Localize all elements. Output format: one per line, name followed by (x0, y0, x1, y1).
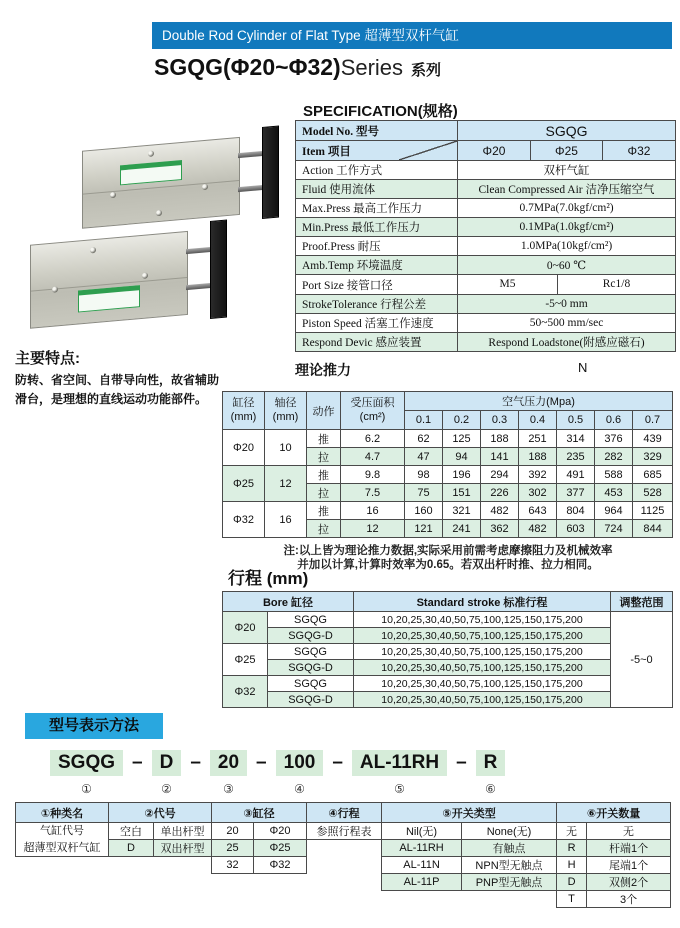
thrust-value: 121 (405, 520, 443, 538)
legend-code-desc: 双出杆型 (154, 840, 212, 857)
code-dash: – (456, 752, 467, 773)
code-segment-text: AL-11RH (352, 750, 447, 776)
code-segment-number: ⑥ (485, 782, 496, 796)
legend-header: ⑤开关类型 (382, 803, 557, 823)
title-series: Series (340, 55, 404, 80)
legend-qty: H (557, 857, 587, 874)
thrust-value: 362 (481, 520, 519, 538)
legend-empty (307, 840, 382, 857)
code-dash: – (132, 752, 143, 773)
thrust-value: 196 (443, 466, 481, 484)
pressure-tick: 0.6 (595, 411, 633, 430)
code-dash: – (332, 752, 343, 773)
col-action: 动作 (307, 392, 341, 430)
thrust-value: 125 (443, 430, 481, 448)
legend-empty (212, 874, 254, 891)
legend-header: ④行程 (307, 803, 382, 823)
stroke-model: SGQG-D (268, 660, 354, 676)
thrust-value: 302 (519, 484, 557, 502)
legend-qty-desc: 3个 (587, 891, 671, 908)
code-segment-text: SGQG (50, 750, 123, 776)
spec-row-value: 50~500 mm/sec (458, 314, 676, 333)
model-code-section-label: 型号表示方法 (25, 713, 163, 739)
col-pressure-group: 空气压力(Mpa) (405, 392, 673, 411)
code-segment-number: ① (81, 782, 92, 796)
thrust-heading: 理论推力 (295, 362, 351, 378)
rod-cell: 10 (265, 430, 307, 466)
thrust-value: 376 (595, 430, 633, 448)
thrust-value: 588 (595, 466, 633, 484)
stroke-values: 10,20,25,30,40,50,75,100,125,150,175,200 (354, 644, 611, 660)
action-cell: 拉 (307, 448, 341, 466)
stroke-col-standard: Standard stroke 标准行程 (354, 592, 611, 612)
spec-row-value: -5~0 mm (458, 295, 676, 314)
thrust-unit: N (578, 360, 588, 375)
code-segment (276, 750, 324, 796)
spec-row-label: Action 工作方式 (296, 161, 458, 180)
stroke-values: 10,20,25,30,40,50,75,100,125,150,175,200 (354, 612, 611, 628)
stroke-values: 10,20,25,30,40,50,75,100,125,150,175,200 (354, 692, 611, 708)
port-size-small: M5 (458, 275, 558, 294)
bore-cell: Φ25 (223, 466, 265, 502)
area-cell: 6.2 (341, 430, 405, 448)
rod-cell: 12 (265, 466, 307, 502)
legend-empty (307, 874, 382, 891)
legend-switch: AL-11RH (382, 840, 462, 857)
legend-bore: 25 (212, 840, 254, 857)
action-cell: 推 (307, 430, 341, 448)
action-cell: 推 (307, 466, 341, 484)
stroke-values: 10,20,25,30,40,50,75,100,125,150,175,200 (354, 676, 611, 692)
thrust-value: 1125 (633, 502, 673, 520)
bore-cell: Φ32 (223, 502, 265, 538)
spec-row-value: 双杆气缸 (458, 161, 676, 180)
stroke-values: 10,20,25,30,40,50,75,100,125,150,175,200 (354, 660, 611, 676)
pressure-tick: 0.5 (557, 411, 595, 430)
legend-empty (212, 891, 254, 908)
area-cell: 9.8 (341, 466, 405, 484)
pressure-tick: 0.7 (633, 411, 673, 430)
legend-qty: 无 (557, 823, 587, 840)
stroke-heading: 行程 (mm) (228, 569, 309, 588)
pressure-tick: 0.1 (405, 411, 443, 430)
code-segment (50, 750, 123, 796)
thrust-value: 528 (633, 484, 673, 502)
thrust-value: 62 (405, 430, 443, 448)
port-size-large: Rc1/8 (602, 278, 631, 290)
thrust-value: 439 (633, 430, 673, 448)
code-segment (210, 750, 247, 796)
thrust-value: 844 (633, 520, 673, 538)
spec-item-text: Item 项目 (302, 145, 351, 158)
thrust-value: 392 (519, 466, 557, 484)
features-heading: 主要特点: (15, 350, 80, 367)
thrust-value: 241 (443, 520, 481, 538)
action-cell: 拉 (307, 484, 341, 502)
stroke-range-value: -5~0 (611, 612, 673, 708)
spec-row-label: Amb.Temp 环境温度 (296, 256, 458, 275)
action-cell: 拉 (307, 520, 341, 538)
end-plate (210, 220, 227, 319)
legend-qty-desc: 尾端1个 (587, 857, 671, 874)
legend-code: 空白 (109, 823, 154, 840)
legend-stroke: 参照行程表 (307, 823, 382, 840)
legend-bore: 20 (212, 823, 254, 840)
features-line: 防转、省空间、自带导向性，故省辅助 (15, 373, 220, 387)
thrust-table (222, 391, 673, 538)
spec-bore: Φ20 (458, 141, 531, 161)
legend-bore-desc: Φ32 (254, 857, 307, 874)
thrust-value: 453 (595, 484, 633, 502)
thrust-value: 377 (557, 484, 595, 502)
legend-table (15, 802, 671, 908)
stroke-model: SGQG-D (268, 628, 354, 644)
spec-row-value: Clean Compressed Air 洁净压缩空气 (458, 180, 676, 199)
features-block (15, 347, 219, 408)
thrust-value: 482 (481, 502, 519, 520)
spec-table (295, 120, 676, 352)
thrust-value: 141 (481, 448, 519, 466)
thrust-value: 643 (519, 502, 557, 520)
code-segment-number: ② (161, 782, 172, 796)
stroke-bore: Φ25 (223, 644, 268, 676)
area-cell: 4.7 (341, 448, 405, 466)
action-cell: 推 (307, 502, 341, 520)
thrust-value: 804 (557, 502, 595, 520)
spec-bore: Φ25 (531, 141, 603, 161)
thrust-value: 314 (557, 430, 595, 448)
spec-row-value: 0.1MPa(1.0kgf/cm²) (458, 218, 676, 237)
legend-empty (109, 874, 154, 891)
legend-code: D (109, 840, 154, 857)
thrust-value: 964 (595, 502, 633, 520)
cylinder-front (30, 215, 230, 340)
thrust-value: 94 (443, 448, 481, 466)
legend-empty (154, 874, 212, 891)
thrust-value: 294 (481, 466, 519, 484)
spec-row-label: Min.Press 最低工作压力 (296, 218, 458, 237)
code-segment (476, 750, 506, 796)
area-cell: 12 (341, 520, 405, 538)
code-segment-text: 20 (210, 750, 247, 776)
thrust-value: 329 (633, 448, 673, 466)
legend-empty (109, 857, 154, 874)
code-segment (352, 750, 447, 796)
legend-header: ③缸径 (212, 803, 307, 823)
legend-switch: AL-11N (382, 857, 462, 874)
legend-header: ⑥开关数量 (557, 803, 671, 823)
piston-rod (238, 151, 264, 158)
legend-empty (307, 891, 382, 908)
spec-row-label: Max.Press 最高工作压力 (296, 199, 458, 218)
legend-code-desc: 单出杆型 (154, 823, 212, 840)
legend-empty (254, 874, 307, 891)
legend-empty (16, 891, 109, 908)
legend-bore-desc: Φ25 (254, 840, 307, 857)
thrust-value: 47 (405, 448, 443, 466)
legend-qty: T (557, 891, 587, 908)
thrust-value: 188 (481, 430, 519, 448)
legend-empty (154, 857, 212, 874)
thrust-value: 151 (443, 484, 481, 502)
thrust-value: 98 (405, 466, 443, 484)
legend-empty (462, 891, 557, 908)
stroke-bore: Φ32 (223, 676, 268, 708)
legend-qty: R (557, 840, 587, 857)
spec-bore: Φ32 (603, 141, 676, 161)
legend-empty (382, 891, 462, 908)
code-dash: – (256, 752, 267, 773)
legend-switch-desc: PNP型无触点 (462, 874, 557, 891)
spec-model-label: Model No. 型号 (296, 121, 458, 141)
piston-rod (238, 185, 264, 192)
legend-switch-desc: None(无) (462, 823, 557, 840)
legend-switch-desc: 有触点 (462, 840, 557, 857)
title-model: SGQG(Φ20~Φ32) (154, 54, 341, 80)
stroke-model: SGQG-D (268, 692, 354, 708)
spec-row-label: Fluid 使用流体 (296, 180, 458, 199)
legend-switch: AL-11P (382, 874, 462, 891)
bore-cell: Φ20 (223, 430, 265, 466)
pressure-tick: 0.4 (519, 411, 557, 430)
thrust-value: 160 (405, 502, 443, 520)
page-title (154, 54, 441, 81)
legend-kind-line: 气缸代号 (40, 825, 84, 837)
spec-row-label: StrokeTolerance 行程公差 (296, 295, 458, 314)
spec-row-value: 0~60 ℃ (458, 256, 676, 275)
legend-empty (109, 891, 154, 908)
legend-kind (16, 823, 109, 857)
stroke-col-range: 调整范围 (611, 592, 673, 612)
end-plate (262, 126, 279, 219)
thrust-value: 482 (519, 520, 557, 538)
legend-kind-line: 超薄型双杆气缸 (23, 841, 101, 854)
spec-model-value: SGQG (458, 121, 676, 141)
code-segment-text: R (476, 750, 506, 776)
title-suffix: 系列 (411, 62, 442, 79)
thrust-value: 282 (595, 448, 633, 466)
pressure-tick: 0.3 (481, 411, 519, 430)
area-cell: 7.5 (341, 484, 405, 502)
legend-header: ①种类名 (16, 803, 109, 823)
legend-empty (16, 874, 109, 891)
thrust-value: 235 (557, 448, 595, 466)
legend-qty-desc: 杆端1个 (587, 840, 671, 857)
thrust-value: 251 (519, 430, 557, 448)
col-bore: 缸径 (mm) (223, 392, 265, 430)
legend-switch: Nil(无) (382, 823, 462, 840)
pressure-tick: 0.2 (443, 411, 481, 430)
legend-qty-desc: 无 (587, 823, 671, 840)
area-cell: 16 (341, 502, 405, 520)
header-bar: Double Rod Cylinder of Flat Type 超薄型双杆气缸 (152, 22, 672, 49)
col-rod: 轴径 (mm) (265, 392, 307, 430)
thrust-note: 注:以上皆为理论推力数据,实际采用前需考虑摩擦阻力及机械效率 (283, 545, 613, 557)
spec-row-label: Proof.Press 耐压 (296, 237, 458, 256)
model-code (50, 750, 505, 796)
code-segment-text: 100 (276, 750, 324, 776)
spec-row-label: Port Size 接管口径 (296, 275, 458, 295)
product-photo (30, 132, 288, 337)
piston-rod (186, 283, 212, 290)
thrust-value: 685 (633, 466, 673, 484)
col-area: 受压面积 (cm²) (341, 392, 405, 430)
legend-empty (154, 891, 212, 908)
legend-switch-desc: NPN型无触点 (462, 857, 557, 874)
stroke-model: SGQG (268, 644, 354, 660)
legend-bore-desc: Φ20 (254, 823, 307, 840)
spec-row-label: Respond Devic 感应装置 (296, 333, 458, 352)
stroke-bore: Φ20 (223, 612, 268, 644)
legend-empty (307, 857, 382, 874)
legend-empty (16, 857, 109, 874)
code-segment-number: ③ (223, 782, 234, 796)
stroke-col-bore: Bore 缸径 (223, 592, 354, 612)
spec-row-value: 0.7MPa(7.0kgf/cm²) (458, 199, 676, 218)
legend-qty: D (557, 874, 587, 891)
thrust-value: 226 (481, 484, 519, 502)
thrust-value: 491 (557, 466, 595, 484)
code-segment-number: ④ (294, 782, 305, 796)
code-segment-text: D (152, 750, 182, 776)
legend-qty-desc: 双侧2个 (587, 874, 671, 891)
spec-row-label: Piston Speed 活塞工作速度 (296, 314, 458, 333)
spec-port-cell (458, 275, 676, 295)
stroke-model: SGQG (268, 612, 354, 628)
spec-row-value: Respond Loadstone(附感应磁石) (458, 333, 676, 352)
thrust-note: 并加以计算,计算时效率为0.65。若双出杆时推、拉力相同。 (297, 559, 599, 571)
thrust-value: 603 (557, 520, 595, 538)
code-segment-number: ⑤ (394, 782, 405, 796)
piston-rod (186, 247, 212, 254)
spec-item-label (296, 141, 458, 161)
legend-empty (254, 891, 307, 908)
thrust-value: 321 (443, 502, 481, 520)
legend-bore: 32 (212, 857, 254, 874)
diagonal-divider (399, 141, 457, 160)
thrust-value: 75 (405, 484, 443, 502)
code-segment (152, 750, 182, 796)
rod-cell: 16 (265, 502, 307, 538)
code-dash: – (190, 752, 201, 773)
stroke-values: 10,20,25,30,40,50,75,100,125,150,175,200 (354, 628, 611, 644)
stroke-model: SGQG (268, 676, 354, 692)
thrust-value: 188 (519, 448, 557, 466)
thrust-value: 724 (595, 520, 633, 538)
cylinder-body (30, 231, 188, 329)
spec-heading: SPECIFICATION(规格) (303, 103, 458, 120)
legend-header: ②代号 (109, 803, 212, 823)
stroke-table (222, 591, 673, 708)
spec-row-value: 1.0MPa(10kgf/cm²) (458, 237, 676, 256)
features-line: 滑台，是理想的直线运动功能部件。 (15, 391, 208, 406)
